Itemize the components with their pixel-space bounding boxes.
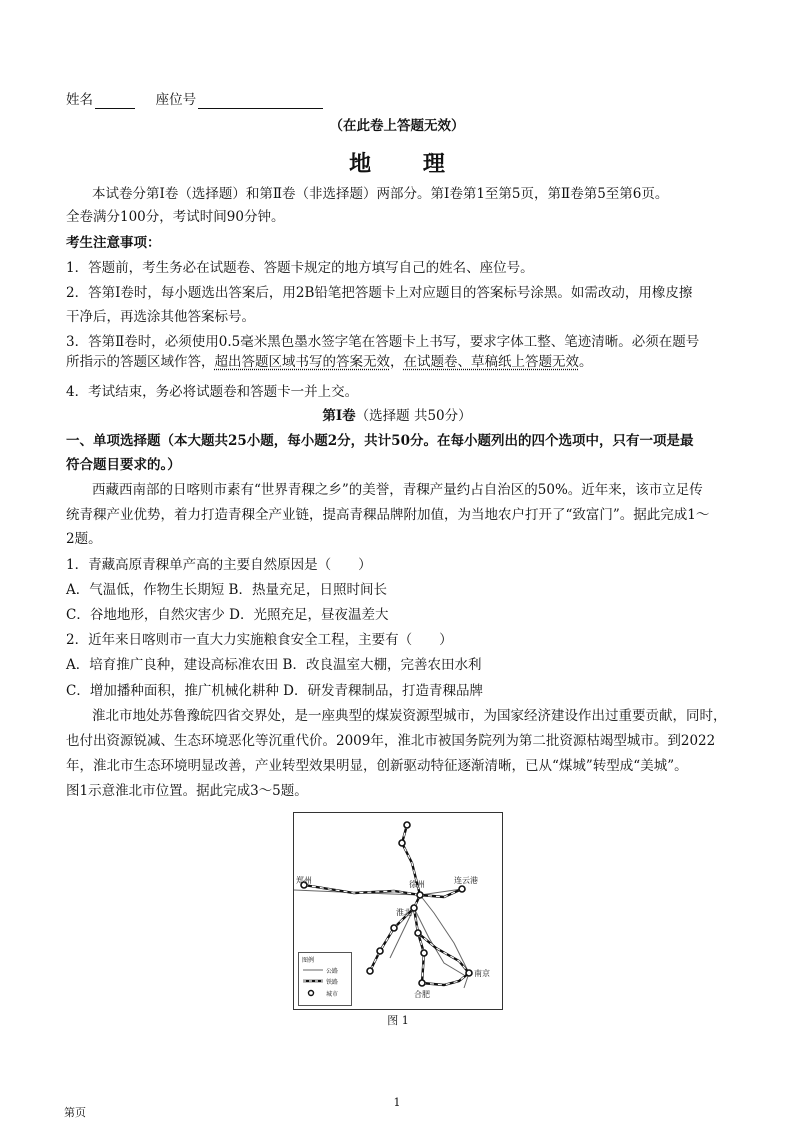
note-1: 1．答题前，考生务必在试题卷、答题卡规定的地方填写自己的姓名、座位号。: [66, 260, 534, 276]
note-4: 4．考试结束，务必将试题卷和答题卡一并上交。: [66, 384, 359, 400]
note-2b: 干净后，再选涂其他答案标号。: [66, 309, 255, 325]
page-label: 第页: [64, 1106, 86, 1119]
section-title: [0, 407, 794, 425]
note-3b-emph-1: 超出答题区域书写的答案无效: [214, 354, 390, 370]
seat-label: 座位号: [155, 92, 197, 108]
city-label-hefei: 合肥: [414, 990, 430, 999]
passage2-line-1: 淮北市地处苏鲁豫皖四省交界处，是一座典型的煤炭资源型城市，为国家经济建设作出过重要贡献，同时，: [92, 708, 727, 724]
question-2-options-ab: A．培育推广良种，建设高标准农田 B．改良温室大棚，完善农田水利: [66, 657, 482, 673]
note-3a: 3．答第Ⅱ卷时，必须使用0.5毫米黑色墨水签字笔在答题卡上书写，要求字体工整、笔迹清晰。必须在题号: [66, 334, 700, 350]
name-blank: [95, 95, 135, 109]
note-3b-pre: 所指示的答题区域作答，: [66, 354, 215, 370]
section-title-rest: （选择题 共50分）: [355, 408, 472, 424]
note-3b-emph-2: 在试题卷、草稿纸上答题无效: [403, 354, 579, 370]
question-2-options-cd: C．增加播种面积，推广机械化耕种 D．研发青稞制品，打造青稞品牌: [66, 683, 483, 699]
legend-city: 城市: [326, 991, 339, 998]
part1-instructions-a: 一、单项选择题（本大题共25小题，每小题2分，共计50分。在每小题列出的四个选项中，只有一项是最: [66, 433, 694, 449]
question-2-stem: 2．近年来日喀则市一直大力实施粮食安全工程，主要有（ ）: [66, 632, 453, 648]
name-label: 姓名: [66, 92, 93, 108]
city-label-nanjing: 南京: [474, 969, 490, 978]
question-1-options-ab: A．气温低，作物生长期短 B．热量充足，日照时间长: [66, 582, 387, 598]
passage2-line-2: 也付出资源锐减、生态环境恶化等沉重代价。2009年，淮北市被国务院列为第二批资源枯竭型城市。到2022: [66, 733, 716, 749]
question-1-options-cd: C．谷地地形，自然灾害少 D．光照充足，昼夜温差大: [66, 607, 389, 623]
figure-caption: 图 1: [387, 1014, 409, 1027]
legend-rail: 铁路: [326, 979, 339, 986]
note-3b-mid: ，: [390, 354, 404, 370]
intro-line-2: 全卷满分100分，考试时间90分钟。: [66, 209, 285, 225]
passage1-line-1: 西藏西南部的日喀则市素有“世界青稞之乡”的美誉，青稞产量约占自治区的50%。近年来，该市立足传: [92, 482, 703, 498]
note-3b: [66, 353, 593, 371]
note-3b-end: 。: [579, 354, 593, 370]
legend-symbols: [299, 953, 351, 1005]
city-label-zhengzhou: 郑州: [296, 876, 312, 885]
page-number: 1: [393, 1096, 401, 1109]
legend-road: 公路: [326, 968, 339, 975]
legend-title: 图例: [302, 957, 315, 964]
passage2-line-4: 图1示意淮北市位置。据此完成3～5题。: [66, 783, 308, 799]
notes-heading: 考生注意事项：: [66, 235, 161, 251]
city-label-xuzhou: 徐州: [409, 880, 425, 889]
name-seat-line: [66, 91, 323, 109]
page-title: 地 理: [349, 151, 467, 177]
passage1-line-2: 统青稞产业优势，着力打造青稞全产业链，提高青稞品牌附加值，为当地农户打开了“致富门”。据此完成1～: [66, 507, 710, 523]
question-1-stem: 1．青藏高原青稞单产高的主要自然原因是（ ）: [66, 557, 372, 573]
part1-instructions-b: 符合题目要求的。）: [66, 457, 181, 473]
map-legend: [298, 952, 352, 1006]
intro-line-1: 本试卷分第Ⅰ卷（选择题）和第Ⅱ卷（非选择题）两部分。第Ⅰ卷第1至第5页，第Ⅱ卷第5至第6页。: [92, 186, 669, 202]
no-answer-notice: （在此卷上答题无效）: [329, 118, 465, 134]
note-2a: 2．答第Ⅰ卷时，每小题选出答案后，用2B铅笔把答题卡上对应题目的答案标号涂黑。如需改动，用橡皮擦: [66, 285, 693, 301]
city-label-huaibei: 淮北: [396, 908, 412, 917]
section-title-bold: 第Ⅰ卷: [322, 408, 356, 424]
city-label-lianyungang: 连云港: [454, 876, 478, 885]
passage2-line-3: 年，淮北市生态环境明显改善，产业转型效果明显，创新驱动特征逐渐清晰，已从“煤城”转型成“美城”。: [66, 758, 688, 774]
seat-blank: [198, 95, 323, 109]
passage1-line-3: 2题。: [66, 531, 102, 547]
